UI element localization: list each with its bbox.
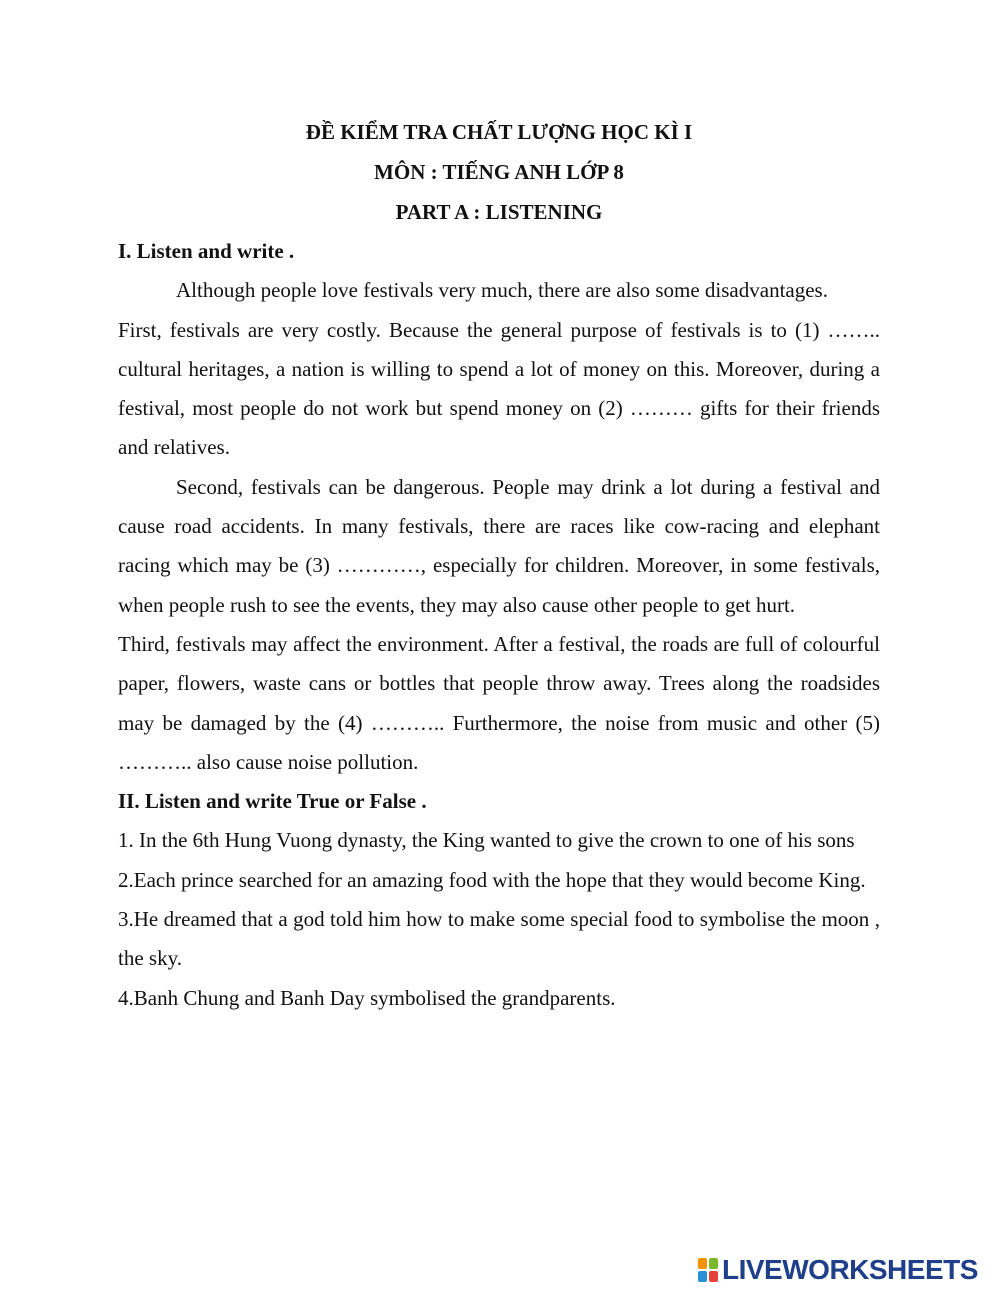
section-1-paragraph-3: Second, festivals can be dangerous. People may drink a lot during a festival and cause road accidents. In many festivals, there are races like cow-racing and elephant racing which may be (3) …………, especially for children. Moreover, in some festivals, when people rush to see the events, they may also cause other people to get hurt. [118, 474, 880, 617]
true-false-item-2: 2.Each prince searched for an amazing food with the hope that they would become King. [118, 867, 866, 892]
logo-tile-blue [698, 1271, 707, 1282]
section-1-paragraph-4: Third, festivals may affect the environment. After a festival, the roads are full of colourful paper, flowers, waste cans or bottles that people throw away. Trees along the roadsides may be damaged by the (4) ……….. Furthermore, the noise from music and other (5) ……….. also cause noise pollution. [118, 631, 880, 774]
section-1-paragraph-1: Although people love festivals very much, there are also some disadvantages. [176, 278, 828, 303]
logo-text: LIVEWORKSHEETS [722, 1254, 978, 1285]
true-false-item-4: 4.Banh Chung and Banh Day symbolised the grandparents. [118, 985, 616, 1010]
section-1-paragraph-2: First, festivals are very costly. Because the general purpose of festivals is to (1) …….. cultural heritages, a nation is willing to spend a lot of money on this. Moreover, during a festival, most people do not work but spend money on (2) ……… gifts for their friends and relatives. [118, 317, 880, 460]
liveworksheets-logo-icon [697, 1257, 719, 1283]
subject-title: MÔN : TIẾNG ANH LỚP 8 [374, 160, 624, 184]
exam-title: ĐỀ KIỂM TRA CHẤT LƯỢNG HỌC KÌ I [305, 120, 693, 144]
logo-tile-orange [698, 1258, 707, 1269]
true-false-item-3: 3.He dreamed that a god told him how to make some special food to symbolise the moon , the sky. [118, 907, 880, 971]
true-false-item-1: 1. In the 6th Hung Vuong dynasty, the King wanted to give the crown to one of his sons [118, 828, 855, 853]
worksheet-page [118, 112, 880, 1018]
logo-tile-red [709, 1271, 718, 1282]
part-title: PART A : LISTENING [395, 200, 603, 224]
liveworksheets-logo [697, 1254, 978, 1286]
section-1-heading: I. Listen and write . [118, 239, 295, 263]
logo-tile-green [709, 1258, 718, 1269]
section-2-heading: II. Listen and write True or False . [118, 789, 427, 814]
